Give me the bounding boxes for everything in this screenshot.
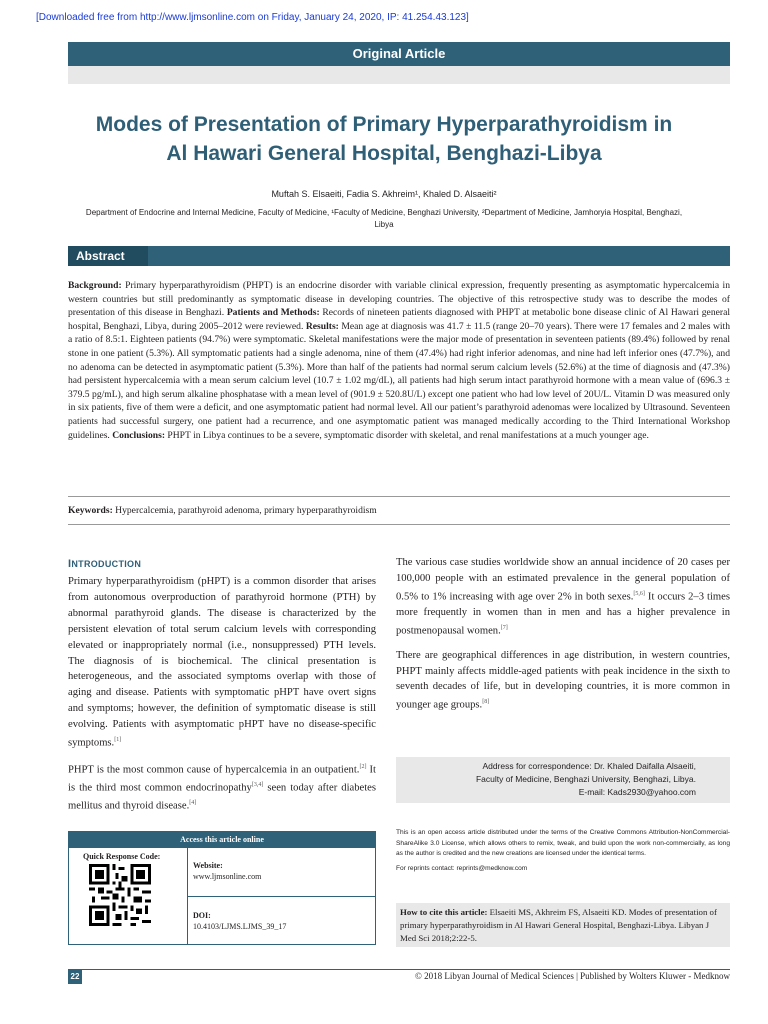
footer-rule [68, 969, 730, 970]
website-label: Website: [193, 861, 223, 870]
background-label: Background: [68, 280, 122, 291]
doi-label: DOI: [193, 911, 211, 920]
title-line-2: Al Hawari General Hospital, Benghazi-Libya [166, 142, 602, 166]
article-title [40, 110, 728, 169]
keywords-label: Keywords: [68, 505, 113, 516]
correspondence-box [396, 757, 730, 803]
citation-ref: [2] [359, 763, 367, 770]
results-text: Mean age at diagnosis was 41.7 ± 11.5 (range 20–70 years). There were 17 females and 2 males with a ratio of 8.5:1. Eighteen patients (94.7%) were symptomatic. Skeletal manifestations were the major mode of presentation in seventeen patients (89.4%) followed by renal stone in one patient (5.3%). All symptomatic patients had a single adenoma, nine of them (47.4%) had right inferior adenomas, and nine had left inferior ones (47.7%), and no adenoma can be detected in asymptomatic patient (5.3%). More than half of the patients had normal serum calcium levels (52.6%) at the time of diagnosis and (47.3%) had persistent hypercalcemia with a mean serum calcium level (10.7 ± 1.02 mg/dL), all patients had high serum intact parathyroid hormone with a mean value of (696.3 ± 379.5 pg/mL), and high serum alkaline phosphatase with a mean level of (901.9 ± 520.8U/L) except one patient who had low level of 20U/L. Vitamin D was measured only in six patients, five of them were a deficit, and one asymptomatic patient had normal level. All our patient’s parathyroid adenomas were localized by Ultrasound. Seventeen patients had successful surgery, one patient had a recurrence, and one asymptomatic patient was managed medically according to the Third International Workshop guidelines. [68, 320, 731, 441]
website-link[interactable]: www.ljmsonline.com [193, 872, 262, 882]
license-notice [396, 828, 730, 874]
right-p2-text: There are geographical differences in age distribution, in western countries, PHPT mainly affects middle-aged patients with peak incidence in the sixth to seventh decades of life, but in developing countries, it is more common in younger age groups. [396, 649, 730, 711]
intro-heading-first-letter: I [68, 558, 72, 570]
citation-ref: [8] [482, 699, 490, 706]
abstract-header-bar [68, 246, 730, 266]
right-paragraph-2 [396, 648, 730, 714]
results-label: Results: [305, 320, 339, 332]
intro-heading-rest: NTRODUCTION [71, 559, 142, 569]
citation-ref: [4] [189, 800, 197, 807]
correspondence-line-2: Faculty of Medicine, Benghazi University, Benghazi, Libya. [475, 774, 696, 785]
right-p1-text-b: It occurs 2–3 times more frequently in women than in men and has a higher prevalence in postmenopausal women. [396, 591, 730, 637]
affiliations: Department of Endocrine and Internal Medicine, Faculty of Medicine, ¹Faculty of Medicine, Benghazi University, ²Department of Medicine, Jamhoryia Hospital, Benghazi, Libya [85, 208, 683, 229]
access-article-box [68, 831, 376, 945]
keywords [68, 505, 730, 516]
intro-p1-text: Primary hyperparathyroidism (pHPT) is a common disorder that arises from autonomous overproduction of parathyroid hormone (PTH) by abnormal parathyroid glands. The disease is characterized by the persistent elevation of total serum calcium levels with corresponding elevated or inappropriately normal (i.e., nonsuppressed) PTH levels. The diagnosis of is biochemical. The clinical presentation is heterogeneous, and the associated symptoms overlap with those of aging and disease. Patients with symptomatic pHPT have overt signs and symptoms; however, the definition of symptomatic disease is still evolving. Patients with asymptomatic pHPT have no disease-specific symptoms. [68, 576, 376, 749]
abstract-text [68, 279, 730, 442]
section-label: Original Article [68, 42, 730, 66]
doi-value[interactable]: 10.4103/LJMS.LJMS_39_17 [193, 922, 287, 932]
qr-code-label: Quick Response Code: [83, 852, 161, 861]
citation-ref: [3,4] [251, 781, 264, 788]
intro-paragraph-2 [68, 760, 376, 815]
right-paragraph-1 [396, 555, 730, 640]
correspondence-email: E-mail: Kads2930@yahoo.com [578, 787, 696, 798]
license-text: This is an open access article distributed under the terms of the Creative Commons Attribution-NonCommercial-ShareAlike 3.0 License, which allows others to remix, tweak, and build upon the work non-commercially, as long as the author is credited and the new creations are licensed under the identical terms. [396, 829, 730, 858]
reprints-contact: For reprints contact: reprints@medknow.com [396, 864, 528, 872]
left-column [68, 558, 376, 823]
conclusions-label: Conclusions: [112, 429, 166, 441]
footer-copyright: © 2018 Libyan Journal of Medical Sciences | Published by Wolters Kluwer - Medknow [415, 971, 730, 981]
intro-paragraph-1 [68, 574, 376, 752]
qr-code-icon[interactable] [89, 864, 151, 926]
section-label-underbar [68, 66, 730, 84]
abstract-heading: Abstract [68, 246, 148, 266]
citation-ref: [5,6] [633, 590, 645, 597]
authors: Muftah S. Elsaeiti, Fadia S. Akhreim¹, Khaled D. Alsaeiti² [271, 189, 497, 199]
intro-p2-text-a: PHPT is the most common cause of hypercalcemia in an outpatient. [68, 764, 360, 776]
methods-text: Records of nineteen patients diagnosed with PHPT at metabolic bone disease clinic of Al Hawari general hospital, Benghazi, Libya, during 2005–2012 were reviewed. [68, 307, 730, 332]
keywords-text: Hypercalcemia, parathyroid adenoma, primary hyperparathyroidism [112, 505, 377, 516]
intro-p2-text-c: seen today after diabetes mellitus and thyroid disease. [68, 782, 376, 812]
cite-text: Elsaeiti MS, Akhreim FS, Alsaeiti KD. Modes of presentation of primary hyperparathyroidism in Al Hawari General Hospital, Benghazi-Libya. Libyan J Med Sci 2018;2:22-5. [400, 907, 717, 944]
methods-label: Patients and Methods: [226, 307, 320, 319]
citation-ref: [7] [500, 625, 508, 632]
how-to-cite-box [396, 903, 730, 947]
website-info [193, 860, 261, 882]
background-text: Primary hyperparathyroidism (PHPT) is an endocrine disorder with variable clinical expression, frequently presenting as asymptomatic hypercalcemia in western countries but still predominantly as symptomatic disease in developing countries. The objective of this retrospective study was to describe the modes of presentation of this disease in Benghazi. [68, 280, 730, 319]
page-number: 22 [68, 970, 82, 984]
conclusions-text: PHPT in Libya continues to be a severe, symptomatic disorder with skeletal, and renal manifestations at a much younger age. [165, 429, 649, 441]
divider-top [68, 496, 730, 497]
correspondence-line-1: Address for correspondence: Dr. Khaled Daifalla Alsaeiti, [482, 761, 696, 771]
intro-p2-text-b: It is the third most common endocrinopathy [68, 764, 376, 794]
box-divider-horizontal [187, 896, 375, 897]
access-box-header: Access this article online [69, 832, 375, 848]
right-p1-text-a: The various case studies worldwide show an annual incidence of 20 cases per 100,000 people with an estimated prevalence in the general population of 0.5% to 1% increasing with age over 2% in both sexes. [396, 557, 730, 603]
divider-bottom [68, 524, 730, 525]
download-notice: [Downloaded free from http://www.ljmsonline.com on Friday, January 24, 2020, IP: 41.254.43.123] [36, 12, 469, 23]
cite-label: How to cite this article: [400, 907, 488, 917]
title-line-1: Modes of Presentation of Primary Hyperparathyroidism in [95, 113, 673, 136]
doi-info [193, 910, 286, 932]
right-column [396, 555, 730, 722]
introduction-heading [68, 558, 376, 570]
citation-ref: [1] [114, 737, 122, 744]
